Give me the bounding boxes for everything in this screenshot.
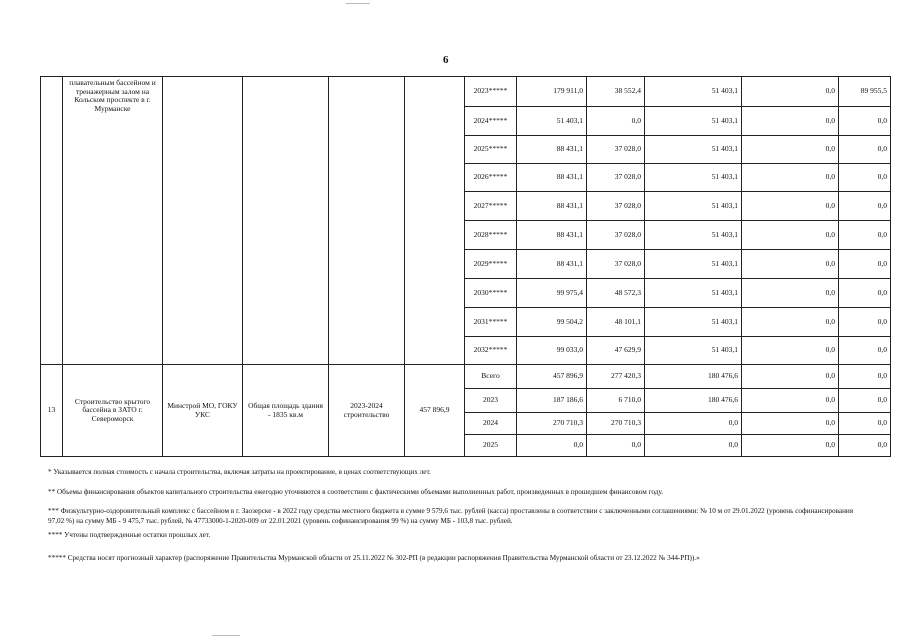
cell-total: 88 431,1 bbox=[517, 250, 587, 279]
cell-c3: 0,0 bbox=[742, 413, 839, 435]
object-name-continued: плавательным бассейном и тренажерным залом на Кольском проспекте в г. Мурманске bbox=[63, 77, 163, 365]
cell-c2: 51 403,1 bbox=[645, 279, 742, 308]
cell-c4: 0,0 bbox=[839, 192, 891, 221]
cell-c3: 0,0 bbox=[742, 337, 839, 365]
cell-c1: 6 710,0 bbox=[587, 389, 645, 413]
cell-c3: 0,0 bbox=[742, 365, 839, 389]
footnote: **** Учтены подтвержденные остатки прошлых лет. bbox=[48, 530, 211, 539]
object-number: 13 bbox=[41, 365, 63, 457]
cell-total: 99 504,2 bbox=[517, 308, 587, 337]
cell-c3: 0,0 bbox=[742, 107, 839, 136]
object-name: Строительство крытого бассейна в ЗАТО г. Североморск bbox=[63, 365, 163, 457]
cell-c1: 37 028,0 bbox=[587, 164, 645, 192]
cell-year: 2032***** bbox=[465, 337, 517, 365]
cell-total: 270 710,3 bbox=[517, 413, 587, 435]
cell-c4: 0,0 bbox=[839, 337, 891, 365]
cell-c1: 48 101,1 bbox=[587, 308, 645, 337]
cell-c4: 0,0 bbox=[839, 164, 891, 192]
cell-c2: 0,0 bbox=[645, 413, 742, 435]
cell-c2: 51 403,1 bbox=[645, 164, 742, 192]
cell-year: 2030***** bbox=[465, 279, 517, 308]
cell-year: 2027***** bbox=[465, 192, 517, 221]
cell-c3: 0,0 bbox=[742, 279, 839, 308]
cell-c2: 51 403,1 bbox=[645, 250, 742, 279]
cell-total: 88 431,1 bbox=[517, 221, 587, 250]
cell-c4: 89 955,5 bbox=[839, 77, 891, 107]
cell-year: 2023 bbox=[465, 389, 517, 413]
cell-capacity bbox=[243, 77, 329, 365]
cell-year: 2025***** bbox=[465, 136, 517, 164]
cell-c1: 38 552,4 bbox=[587, 77, 645, 107]
cell-total: 457 896,9 bbox=[517, 365, 587, 389]
cell-year: 2026***** bbox=[465, 164, 517, 192]
cell-total: 88 431,1 bbox=[517, 164, 587, 192]
cell-c3: 0,0 bbox=[742, 250, 839, 279]
cell-year: 2024***** bbox=[465, 107, 517, 136]
cell-c3: 0,0 bbox=[742, 221, 839, 250]
cell-c1: 37 028,0 bbox=[587, 136, 645, 164]
cell-customer bbox=[163, 77, 243, 365]
scan-mark-bottom bbox=[212, 635, 240, 636]
cell-total: 179 911,0 bbox=[517, 77, 587, 107]
cell-c2: 51 403,1 bbox=[645, 337, 742, 365]
cell-year: 2031***** bbox=[465, 308, 517, 337]
cell-c3: 0,0 bbox=[742, 435, 839, 457]
cell-c1: 37 028,0 bbox=[587, 221, 645, 250]
footnote: ***** Средства носят прогнозный характер (распоряжение Правительства Мурманской области от 25.11.2022 № 302-РП (в редакции распоряжения Правительства Мурманской области от 23.12.2022 № 344-РП)).» bbox=[48, 553, 700, 562]
cell-total: 99 033,0 bbox=[517, 337, 587, 365]
cell-year: 2024 bbox=[465, 413, 517, 435]
cell-c1: 48 572,3 bbox=[587, 279, 645, 308]
cell-c3: 0,0 bbox=[742, 164, 839, 192]
cell-c4: 0,0 bbox=[839, 136, 891, 164]
cell-c1: 277 420,3 bbox=[587, 365, 645, 389]
cell-cost bbox=[405, 77, 465, 365]
cell-c2: 51 403,1 bbox=[645, 77, 742, 107]
scan-mark-top bbox=[346, 3, 370, 4]
footnote: *** Физкультурно-оздоровительный комплекс с бассейном в г. Заозерске - в 2022 году средства местного бюджета в сумме 9 579,6 тыс. рублей (касса) проставлены в соответствии с заключенными соглашениями: № 10 м от 29.01.2022 (уровень софинансирования 97,02 %) на сумму МБ - 9 475,7 тыс. рублей, № 47733000-1-2020-009 от 22.01.2021 (уровень софинансирования 99 %) на сумму МБ - 103,8 тыс. рублей. bbox=[48, 507, 854, 526]
cell-year: Всего bbox=[465, 365, 517, 389]
cell-c1: 0,0 bbox=[587, 435, 645, 457]
cell-c4: 0,0 bbox=[839, 250, 891, 279]
cell-c4: 0,0 bbox=[839, 435, 891, 457]
cell-total: 88 431,1 bbox=[517, 136, 587, 164]
cell-c2: 180 476,6 bbox=[645, 365, 742, 389]
cell-number bbox=[41, 77, 63, 365]
cell-total: 99 975,4 bbox=[517, 279, 587, 308]
object-capacity: Общая площадь здания - 1835 кв.м bbox=[243, 365, 329, 457]
cell-total: 0,0 bbox=[517, 435, 587, 457]
cell-year: 2023***** bbox=[465, 77, 517, 107]
cell-c3: 0,0 bbox=[742, 192, 839, 221]
cell-c1: 37 028,0 bbox=[587, 192, 645, 221]
cell-c4: 0,0 bbox=[839, 221, 891, 250]
cell-c2: 180 476,6 bbox=[645, 389, 742, 413]
footnotes bbox=[48, 468, 868, 573]
cell-c1: 270 710,3 bbox=[587, 413, 645, 435]
cell-c2: 51 403,1 bbox=[645, 136, 742, 164]
cell-total: 88 431,1 bbox=[517, 192, 587, 221]
cell-c4: 0,0 bbox=[839, 413, 891, 435]
cell-c3: 0,0 bbox=[742, 389, 839, 413]
cell-c1: 37 028,0 bbox=[587, 250, 645, 279]
table-row bbox=[41, 77, 891, 107]
object-customer: Минстрой МО, ГОКУ УКС bbox=[163, 365, 243, 457]
cell-c4: 0,0 bbox=[839, 107, 891, 136]
footnote: * Указывается полная стоимость с начала строительства, включая затраты на проектирование, в ценах соответствующих лет. bbox=[48, 468, 431, 476]
object-cost: 457 896,9 bbox=[405, 365, 465, 457]
cell-c4: 0,0 bbox=[839, 365, 891, 389]
cell-c3: 0,0 bbox=[742, 77, 839, 107]
cell-c4: 0,0 bbox=[839, 279, 891, 308]
cell-c3: 0,0 bbox=[742, 308, 839, 337]
cell-c2: 51 403,1 bbox=[645, 308, 742, 337]
cell-c2: 0,0 bbox=[645, 435, 742, 457]
footnote: ** Объемы финансирования объектов капитального строительства ежегодно уточняются в соответствии с фактическими объемами выполненных работ, произведенных в прошедшем финансовом году. bbox=[48, 487, 664, 496]
object-period: 2023-2024 строительство bbox=[329, 365, 405, 457]
financing-table bbox=[40, 76, 891, 457]
cell-year: 2028***** bbox=[465, 221, 517, 250]
cell-c1: 0,0 bbox=[587, 107, 645, 136]
cell-c4: 0,0 bbox=[839, 389, 891, 413]
cell-total: 187 186,6 bbox=[517, 389, 587, 413]
cell-c1: 47 629,9 bbox=[587, 337, 645, 365]
cell-c2: 51 403,1 bbox=[645, 107, 742, 136]
cell-c2: 51 403,1 bbox=[645, 192, 742, 221]
cell-c4: 0,0 bbox=[839, 308, 891, 337]
cell-total: 51 403,1 bbox=[517, 107, 587, 136]
page-number: 6 bbox=[443, 54, 449, 66]
cell-year: 2025 bbox=[465, 435, 517, 457]
cell-year: 2029***** bbox=[465, 250, 517, 279]
cell-c3: 0,0 bbox=[742, 136, 839, 164]
table-row bbox=[41, 365, 891, 389]
cell-period bbox=[329, 77, 405, 365]
cell-c2: 51 403,1 bbox=[645, 221, 742, 250]
